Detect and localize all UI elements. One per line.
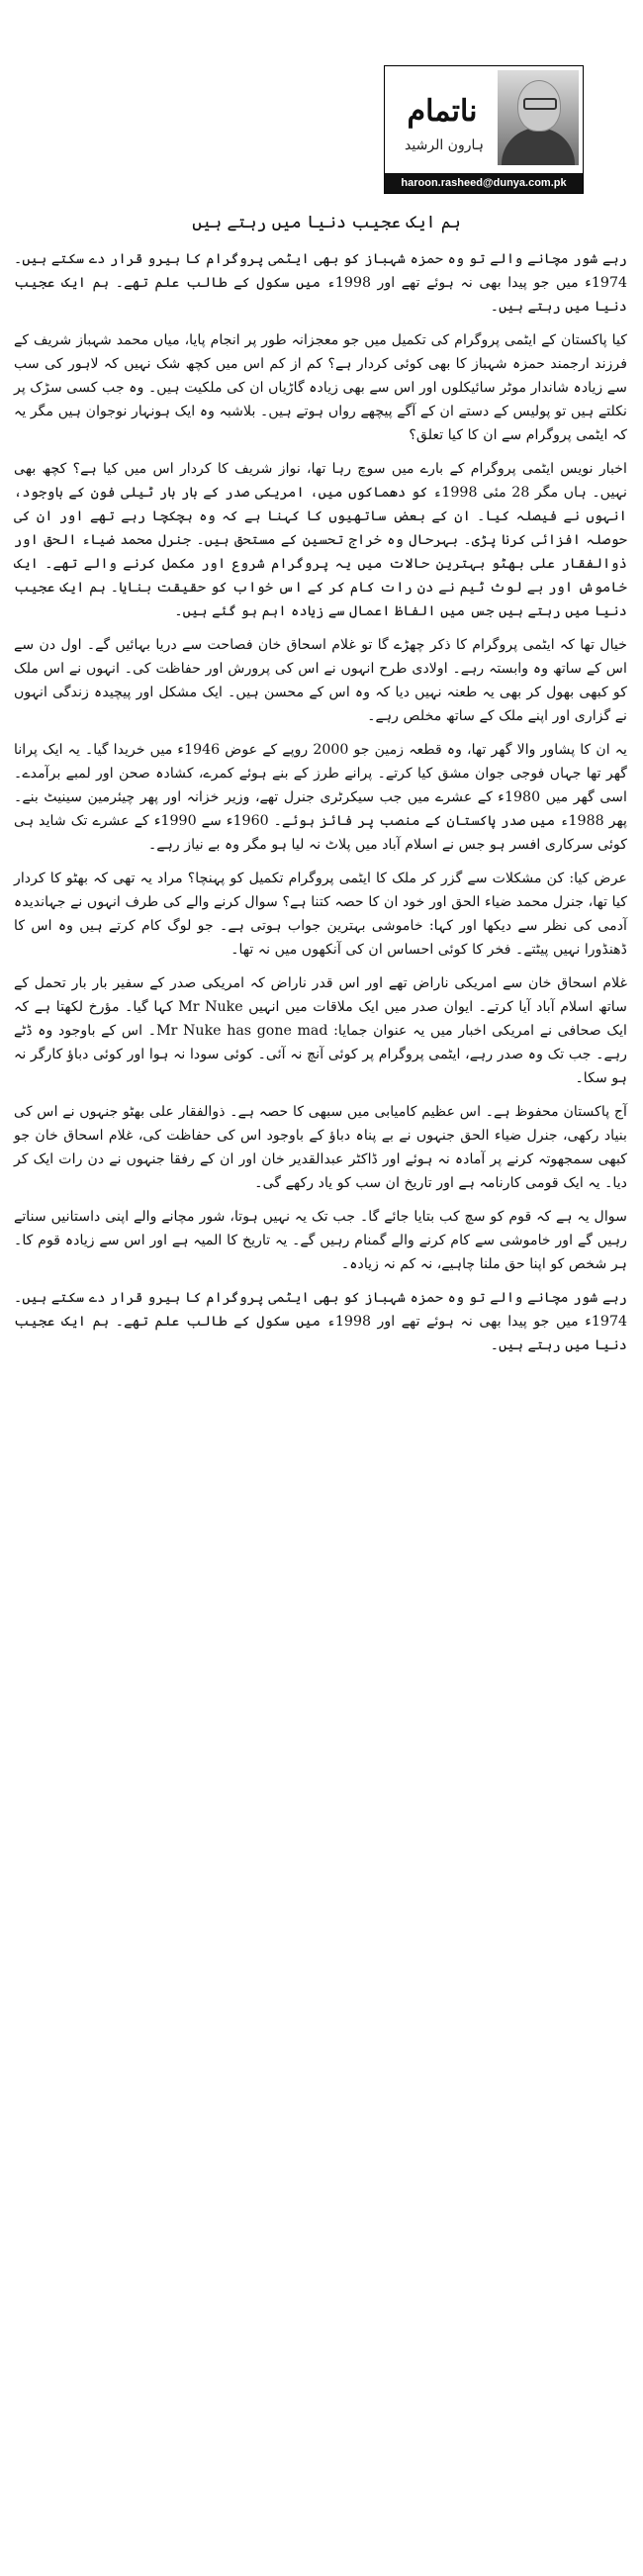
article-headline: ہم ایک عجیب دنیا میں رہتے ہیں	[192, 213, 461, 232]
paragraph: رہے شور مچانے والے تو وہ حمزہ شہباز کو بھی ایٹمی پروگرام کا ہیرو قرار دے سکتے ہیں۔ 1974ء میں جو پیدا بھی نہ ہوئے تھے اور 1998ء میں سکول کے طالب علم تھے۔ ہم ایک عجیب دنیا میں رہتے ہیں۔	[14, 251, 627, 315]
paragraph: کیا پاکستان کے ایٹمی پروگرام کی تکمیل میں جو معجزانہ طور پر انجام پایا، میاں محمد شہباز شریف کے فرزند ارجمند حمزہ شہباز کا بھی کوئی کردار ہے؟ کم از کم اس میں کچھ شک نہیں کہ لاہور کی سب سے زیادہ شاندار موٹر سائیکلوں اور اس سے بھی زیادہ گاڑیاں ان کی ملکیت ہیں۔ وہ جب کسی سڑک پر نکلتے ہیں تو پولیس کے دستے ان کے آگے پیچھے رواں ہوتے ہیں۔ بلاشبہ وہ ایک ہونہار نوجوان ہیں مگر یہ کہ ایٹمی پروگرام سے ان کا کیا تعلق؟	[14, 332, 627, 443]
paragraph: خیال تھا کہ ایٹمی پروگرام کا ذکر چھڑے گا تو غلام اسحاق خان فصاحت سے دریا بہائیں گے۔ اول دن سے اس کے ساتھ وہ وابستہ رہے۔ اولادی طرح انہوں نے اس کی پرورش اور حفاظت کی۔ انہوں نے اس ملک کو کبھی بھول کر بھی یہ طعنہ نہیں دیا کہ وہ اس کے محسن ہیں۔ ایک مشکل اور پیچیدہ زندگی انہوں نے گزاری اور اپنے ملک کے ساتھ مخلص رہے۔	[14, 637, 627, 724]
paragraph: اخبار نویس ایٹمی پروگرام کے بارے میں سوچ رہا تھا، نواز شریف کا کردار اس میں کیا ہے؟ کچھ بھی نہیں۔ ہاں مگر 28 مئی 1998ء کو دھماکوں میں، امریکی صدر کے بار بار ٹیلی فون کے باوجود، انہوں نے فیصلہ کیا۔ ان کے بعض ساتھیوں کا کہنا ہے کہ وہ ہچکچا رہے تھے اور ان کی حوصلہ افزائی کرنا پڑی۔ بہرحال وہ خراج تحسین کے مستحق ہیں۔ جنرل محمد ضیاء الحق اور ذوالفقار علی بھٹو بہترین حالات میں یہ پروگرام شروع اور مکمل کرنے والے تھے۔ ایک خاموش اور بے لوث ٹیم نے دن رات کام کر کے اس خواب کو حقیقت بنایا۔ ہم ایک عجیب دنیا میں رہتے ہیں جس میں الفاظ اعمال سے زیادہ اہم ہو گئے ہیں۔	[14, 461, 627, 619]
paragraph: رہے شور مچانے والے تو وہ حمزہ شہباز کو بھی ایٹمی پروگرام کا ہیرو قرار دے سکتے ہیں۔ 1974ء میں جو پیدا بھی نہ ہوئے تھے اور 1998ء میں سکول کے طالب علم تھے۔ ہم ایک عجیب دنیا میں رہتے ہیں۔	[14, 1290, 627, 1353]
paragraph: آج پاکستان محفوظ ہے۔ اس عظیم کامیابی میں سبھی کا حصہ ہے۔ ذوالفقار علی بھٹو جنہوں نے اس کی بنیاد رکھی، جنرل ضیاء الحق جنہوں نے بے پناہ دباؤ کے باوجود اس کی حفاظت کی، غلام اسحاق خان جو کبھی سمجھوتہ کرنے پر آمادہ نہ ہوئے اور ڈاکٹر عبدالقدیر خان اور ان کے رفقا جنہوں نے دن رات ایک کر دیا۔ یہ ایک قومی کارنامہ ہے اور تاریخ ان سب کو یاد رکھے گی۔	[14, 1104, 627, 1191]
author-name: ہارون الرشید	[405, 138, 484, 153]
article-body	[14, 247, 627, 1367]
author-photo	[498, 70, 579, 165]
paragraph: سوال یہ ہے کہ قوم کو سچ کب بتایا جائے گا۔ جب تک یہ نہیں ہوتا، شور مچانے والے اپنی داستانیں سناتے رہیں گے اور خاموشی سے کام کرنے والے گمنام رہیں گے۔ یہ تاریخ کا المیہ ہے اور اس سے زیادہ قوم کا۔ ہر شخص کو اپنا حق ملنا چاہیے، نہ کم نہ زیادہ۔	[14, 1209, 627, 1272]
paragraph: غلام اسحاق خان سے امریکی ناراض تھے اور اس قدر ناراض کہ امریکی صدر کے سفیر بار بار تحمل کے ساتھ اسلام آباد آیا کرتے۔ ایوان صدر میں ایک ملاقات میں انہیں Mr Nuke کہا گیا۔ مؤرخ لکھتا ہے کہ ایک صحافی نے امریکی اخبار میں یہ عنوان جمایا: Mr Nuke has gone mad۔ اس کے باوجود وہ ڈٹے رہے۔ جب تک وہ صدر رہے، ایٹمی پروگرام پر کوئی آنچ نہ آئی۔ کوئی سودا نہ ہوا اور کوئی دباؤ کارگر نہ ہو سکا۔	[14, 975, 627, 1086]
column-masthead	[384, 65, 584, 194]
column-title: ناتمام	[407, 94, 478, 129]
author-email: haroon.rasheed@dunya.com.pk	[385, 173, 583, 193]
paragraph: عرض کیا: کن مشکلات سے گزر کر ملک کا ایٹمی پروگرام تکمیل کو پہنچا؟ مراد یہ تھی کہ بھٹو کا کردار کیا تھا، جنرل محمد ضیاء الحق اور خود ان کا حصہ کتنا ہے؟ سوال کرنے والے کی طرف انہوں نے جہاندیدہ آدمی کی نظر سے دیکھا اور کہا: خاموشی بہترین جواب ہوتی ہے۔ جو لوگ کام کرتے ہیں وہ اس کا ڈھنڈورا نہیں پیٹتے۔ فخر کا کوئی احساس ان کی آنکھوں میں نہ تھا۔	[14, 871, 627, 958]
paragraph: یہ ان کا پشاور والا گھر تھا، وہ قطعہ زمین جو 2000 روپے کے عوض 1946ء میں خریدا گیا۔ یہ ایک پرانا گھر تھا جہاں فوجی جوان مشق کیا کرتے۔ پرانے طرز کے بنے ہوئے کمرے، کشادہ صحن اور لمبے برآمدے۔ اسی گھر میں 1980ء کے عشرے میں جب سیکرٹری جنرل تھے، وزیر خزانہ اور پھر چیئرمین سینیٹ بنے۔ پھر 1988ء میں صدر پاکستان کے منصب پر فائز ہوئے۔ 1960ء سے 1990ء کے عشرے تک شاید ہی کوئی سرکاری افسر ہو جس نے اسلام آباد میں پلاٹ نہ لیا ہو مگر وہ بے نیاز رہے۔	[14, 742, 627, 853]
